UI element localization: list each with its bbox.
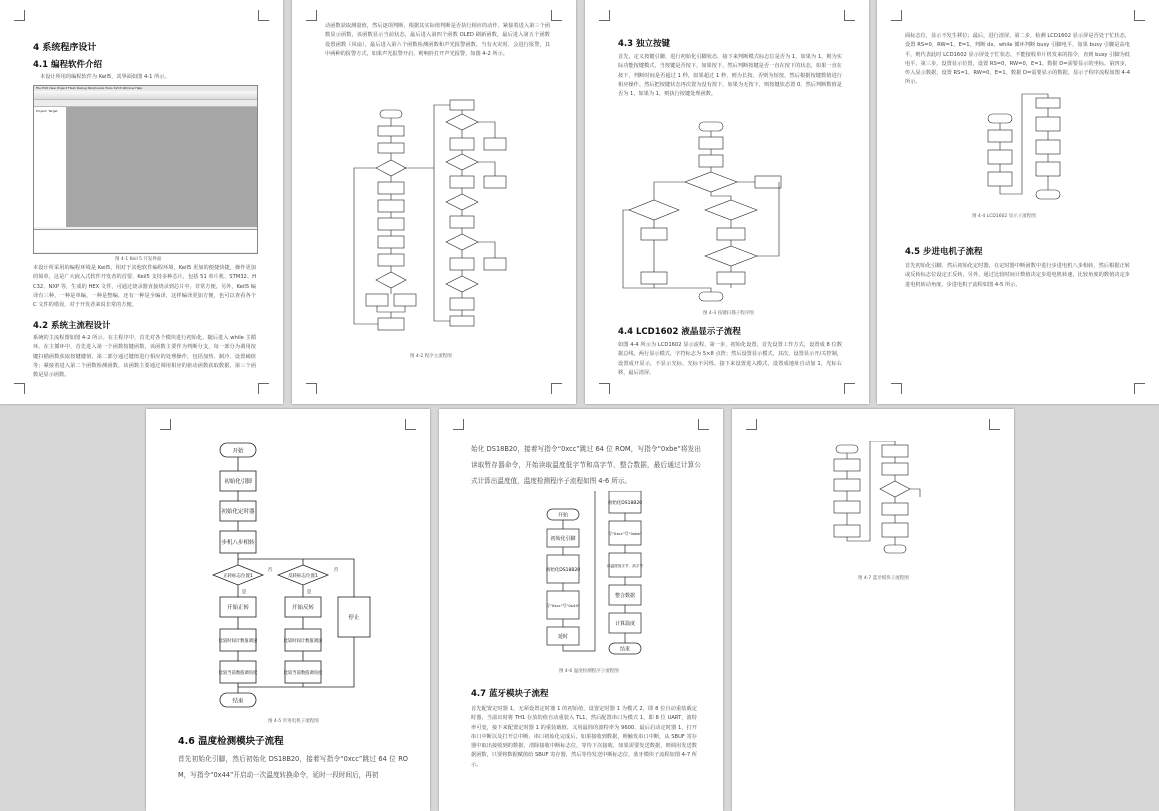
section-heading-4-7: 4.7 蓝牙模块子流程 [471,689,549,699]
document-page-7 [732,409,1014,811]
flow-label-no: 否 [267,568,273,573]
ide-project-panel [34,107,67,227]
section-heading-4-2: 4.2 系统主流程设计 [33,321,111,331]
section-heading-4-6: 4.6 温度检测模块子流程 [178,736,284,747]
flow-box: 步机八步相转 [221,540,255,546]
paragraph: 系统的主流程图如图 4-2 所示。在主程序中，首先对各个模块进行初始化，随后进入 while 主循环。在主循环中，首先进入第一个函数按键函数，该函数主要作为判断分支，每一部分为调用按键扫描函数获取按键键值，第二部分通过键值进行相应的处理操作，包括加热、制冷、设置阈值等；紧接着进入第二个函数检测函数，该函数主要通过调用相应的驱动函数获取数据，第三个函数是显示函数。 [33,335,256,379]
flow-decision: 正转标志位置1 [223,574,253,579]
document-page-1 [0,0,283,404]
document-page-5 [146,409,430,811]
document-page-6 [439,409,723,811]
main-flowchart [350,98,530,348]
paragraph: 首先，定义按键引脚，进行初始化引脚状态，接下来判断模式标志位是否为 1，如果为 1，则为实际功能按键模式，当按键是否按下，如果按下，然后判断按键是否一直在按下的状态，如果一直在按下，判断时间是否超过 1 秒，如果超过 1 秒，则为长按，否则为短按，然后根据按键数值进行相应操作。然后把按键状态再次置为没有按下，如果为无按下，则按键状态置 0，然后判断数值是否为 1，如果为 1，则执行按键处理函数。 [618,54,842,98]
figure-caption: 图 4-3 按键扫描子程序图 [703,311,754,316]
paragraph: 本设计所用的编程软件为 Keil5，其界面如图 4-1 所示。 [40,74,170,80]
bluetooth-flowchart [832,441,932,571]
flow-box: 比较时间计数值调速 [283,639,323,644]
ide-menu-bar: File Edit View Project Flash Debug Peripherals Tools SVCS Window Help [34,86,257,91]
key-scan-flowchart [619,120,799,310]
paragraph: 首先初始化引脚，然后初始化定时器，在定时器中断函数中进行步进电机八步相转，然后根据正转或反转标志位设定正反转，另外，通过比较时间计数值决定步进电机转速，比较角度的数值决定步进电机转动角度，步进电机子流程如图 4-5 所示。 [905,263,1130,288]
main-flow-right-column [404,100,506,326]
stepper-motor-flowchart-labels [186,437,386,717]
flow-start: 开始 [557,512,569,519]
ide-build-output [34,229,257,252]
ide-toolbar-2 [34,100,257,107]
flow-box: 开始正转 [226,605,250,611]
section-heading-4-1: 4.1 编程软件介绍 [33,60,103,70]
figure-caption: 图 4-7 蓝牙模块子流程图 [858,576,909,581]
flow-box: 读温度低字节、高字节 [607,564,643,568]
ide-toolbar [34,91,257,100]
flow-box: 停止 [348,615,360,621]
section-heading-4-3: 4.3 独立按键 [618,39,671,49]
flow-box: 计算温度 [614,621,636,627]
flow-box: 比较当前数值调角度 [283,671,323,676]
chapter-heading: 4 系统程序设计 [33,43,97,53]
figure-caption: 图 4-2 程序主流程图 [410,354,452,359]
ide-editor-area [67,107,257,227]
figure-caption: 图 4-6 温度检测程序子流程图 [559,669,619,674]
flow-box: 开始反转 [291,605,315,611]
flow-label-no: 否 [333,568,339,573]
flow-box: 写“0xcc”写“0x44” [546,603,580,608]
flow-box: 比较当前数值调角度 [218,671,258,676]
figure-caption: 图 4-5 步进电机子流程图 [268,719,319,724]
ide-project-label: Project: Target [36,109,58,113]
paragraph: 动函数获取测量值，然后逐项判断，根据其实际值判断是否执行相应的动作，紧接着进入第三个函数显示函数，该函数显示当前状态，最后进入第四个函数 OLED 刷新函数，最后进入第五个函数设置函数（风扇），最后进入第六个函数检测函数和声光报警函数，当有火灾时，会进行报警，其中两种的报警方式，如果声光报警开启，则响铃打开声光报警。如图 4-2 所示。 [325,23,550,57]
section-heading-4-5: 4.5 步进电机子流程 [905,247,983,257]
paragraph: 首先初始化引脚，然后初始化 DS18B20，接着写指令“0xcc”跳过 64 位 ROM，写指令“0x44”开启动一次温度转换命令，延时一段时间后，再初 [178,755,408,779]
flow-end: 结束 [619,646,631,653]
section-heading-4-4: 4.4 LCD1602 液晶显示子流程 [618,327,741,337]
flow-box: 整合数据 [614,593,636,599]
document-page-3 [585,0,869,404]
flow-start: 开始 [232,448,244,455]
flow-box: 初始化定时器 [221,509,255,515]
flow-end: 结束 [232,698,244,705]
flow-box: 初始化引脚 [550,536,576,542]
ds18b20-flowchart-labels [537,491,687,666]
flow-box: 初始化DS18B20 [607,501,643,506]
figure-caption: 图 4-1 Keil 5 开发界面 [115,257,162,262]
paragraph: 面标志位，显示不发生移位；最后，进行清屏。第二步，检测 LCD1602 显示屏是否处于忙状态，设置 RS=0，RW=1，E=1，判断 dx，while 循环判断 busy 引脚电平，如果 busy 引脚是高电平，则代表此时 LCD1602 显示屏处于忙状态，不能接收单片机发来的指令，直到 busy 引脚为低电平。第三步，设置显示位置，设置 RS=0，RW=0，E=1。数据 D=需要显示的坐标。第四步，传入显示数据，设置 RS=1，RW=0，E=1，数据 D=需要显示的数据，显示子程序流程如图 4-4 所示。 [905,33,1130,86]
flow-box: 写“0xcc”写“0xbe” [608,531,642,536]
document-page-2 [292,0,576,404]
paragraph: 首先配置定时器 1，无须设置定时器 1 的初始值，设置定时器 1 为模式 2，即 8 位自动重装载定时器，当溢出时将 TH1 存放的值自动重装入 TL1，然后配置串口为模式 1，即 8 位 UART，波特率可变，接下来配置定时器 1 的重装载值，又用最简的波特率为 9600，最后启动定时器 1，打开串口中断以及打开总中断，串口初始化完成后，如果接收到数据，则触发串口中断，从 SBUF 寄存器中取出接收到的数据，清除接收中断标志位，等待下次接收，如果需要发送数据，则调用发送数据函数，只要将数据赋值给 SBUF 寄存器，然后等待发送中断标志位，蓝牙模块子流程如图 4-7 所示。 [471,706,697,768]
flow-box: 初始化DS18B20 [545,568,581,573]
flow-box: 初始化引脚 [224,479,252,485]
figure-caption: 图 4-4 LCD1602 显示子流程图 [972,214,1036,219]
main-flow-left-column [354,110,416,330]
flow-box: 比较时间计数值调速 [218,639,258,644]
paragraph: 本设计所采用的编程环境是 Keil5，相对于其他软件编程环境，Keil5 更加的便捷快捷，操作更加的简单，这是广大嵌入式软件开发者的首要，Keil5 支持多种芯片，包括 51 单片机、STM32、HC32、NXP 等，生成的 HEX 文件，可通过烧录器直接烧录到芯片中。非常方便。另外，Keil5 编译有三种，一种是单编，一种是整编，还有一种是全编译，这样编译更加方便，也可以查看各个 C 文件的错误，对于开发者来说非常的方便。 [33,265,256,309]
paragraph: 如图 4-4 所示为 LCD1602 显示流程，第一步，初始化设置，首先设置工作方式，设置成 8 位数据总线，两行显示模式，字符标志为 5×8 点阵；然后设置显示模式，其次，设置显示开/关控制，设置成开显示，不显示光标，光标不闪烁。接下来设置进入模式，设置成地址自动加 1，光标右移，最后清屏。 [618,342,842,376]
flow-box: 延时 [557,634,569,640]
paragraph: 始化 DS18B20，接着写指令“0xcc”跳过 64 位 ROM，写指令“0xbe”将发出读取暂存器命令，开始读取温度低字节和高字节，整合数据，最后通过计算公式计算出温度值，温度检测程序子流程如图 4-6 所示。 [471,445,701,485]
flow-decision: 反转标志位置1 [288,574,318,579]
lcd1602-flowchart [980,92,1080,217]
flow-label-yes: 是 [306,590,312,595]
document-page-4 [877,0,1159,404]
flow-label-yes: 是 [241,590,247,595]
keil5-ide-screenshot [33,85,258,254]
